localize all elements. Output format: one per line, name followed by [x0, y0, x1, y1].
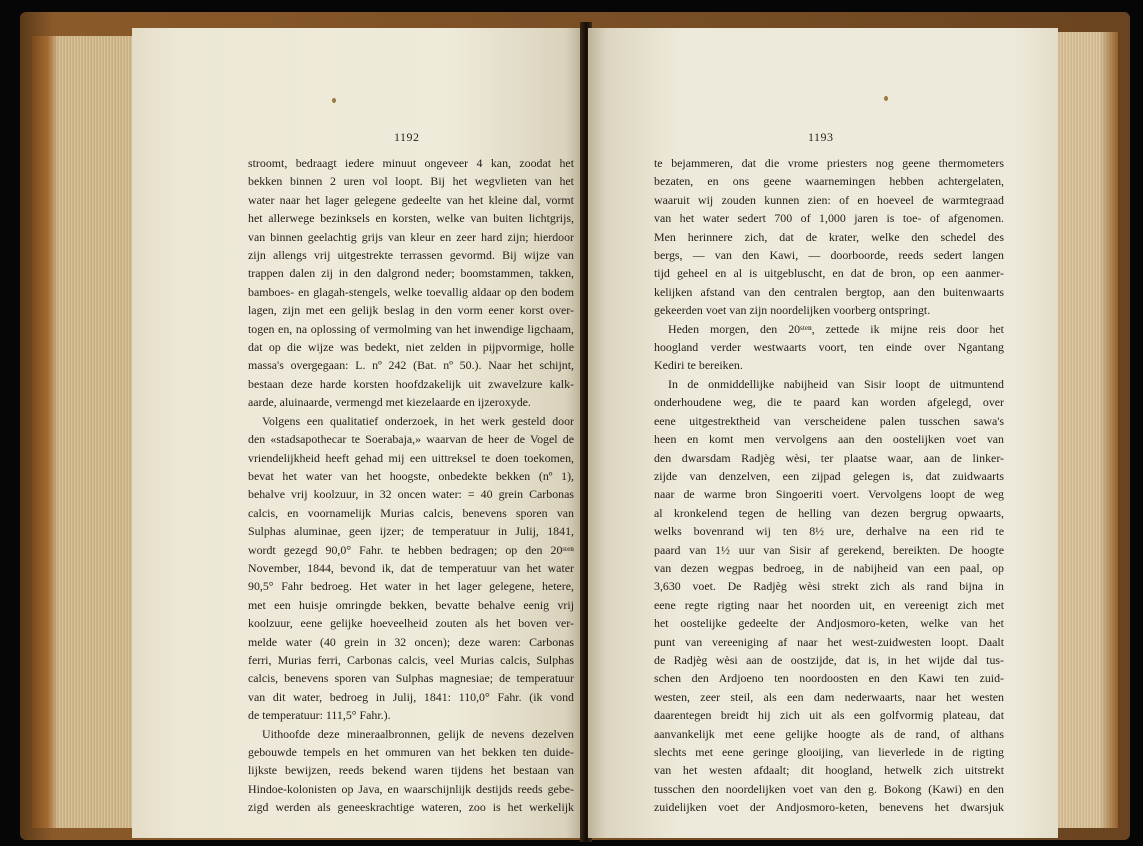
text-line: Hindoe-kolonisten op Java, en waarschijnlijk destijds reeds gebe- [248, 781, 574, 796]
text-line: schen den Ardjoeno ten noordoosten en den Kawi ten zuid- [654, 671, 1004, 686]
page-edges-left [32, 36, 144, 828]
text-line: behalve vrij koolzuur, in 32 oncen water: = 40 grein Carbonas [248, 487, 574, 502]
text-line: slechts met eene geringe glooijing, van lieverlede in de rigting [654, 745, 1004, 759]
text-line: gebouwde tempels en het ommuren van het bekken ten duide- [248, 745, 574, 759]
text-line: stroomt, bedraagt iedere minuut ongeveer 4 kan, zoodat het [248, 156, 574, 170]
text-line: te bejammeren, dat die vrome priesters nog geene thermometers [654, 156, 1004, 170]
text-line: water naar het lager gelegene gedeelte van het kleine dal, vormt [248, 192, 574, 207]
text-line: eene uitgestrektheid van verscheidene palen tusschen sawa's [654, 413, 1004, 428]
text-line: gekeerden voet van zijn noordelijken voorberg ontspringt. [654, 303, 931, 318]
text-line: hoogland verder westwaarts voort, ten einde over Ngantang [654, 340, 1004, 355]
ink-spot [332, 98, 336, 103]
text-line: trappen dalen zij in den dalgrond neder; boomstammen, takken, [248, 266, 574, 281]
text-line: tusschen den noordelijken voet van den g. Bokong (Kawi) en den [654, 781, 1004, 796]
text-line: Volgens een qualitatief onderzoek, in het werk gesteld door [262, 413, 574, 428]
text-line: calcis, benevens sporen van Sulphas magnesiae; de temperatuur [248, 671, 574, 686]
text-line: van dit water, bedroeg in Julij, 1841: 110,0° Fahr. (ik vond [248, 689, 574, 704]
text-line: waaruit wij zouden kunnen zien: of en hoeveel de warmtegraad [654, 192, 1004, 207]
text-line: de temperatuur: 111,5° Fahr.). [248, 708, 391, 723]
text-line: daarentegen breidt hij zich uit als een golfvormig plateau, dat [654, 708, 1004, 723]
text-line: vriendelijkheid heeft gehad mij een uittreksel te doen toekomen, [248, 450, 574, 465]
text-line: naar de warme bron Singoeriti voert. Vervolgens loopt de weg [654, 487, 1004, 502]
text-line: togen en, na oplossing of vermolming van het inwendige ligchaam, [248, 321, 574, 336]
text-line: Men herinnere zich, dat de krater, welke den schedel des [654, 229, 1004, 244]
text-line: van het westen afdaalt; dit hoogland, hetwelk zich uitstrekt [654, 763, 1004, 778]
text-line: punt van vereeniging af naar het west-zuidwesten loopt. Daalt [654, 634, 1004, 649]
text-line: November, 1844, bevond ik, dat de temperatuur van het water [248, 560, 574, 575]
text-line: van binnen geelachtig grijs van kleur en zeer hard zijn; hierdoor [248, 229, 574, 244]
text-line: In de onmiddellijke nabijheid van Sisir loopt de uitmuntend [668, 376, 1004, 391]
text-line: Uithoofde deze mineraalbronnen, gelijk de nevens dezelven [262, 726, 574, 741]
page-number: 1193 [808, 130, 834, 144]
rust-stain-right [1100, 32, 1118, 828]
text-line: onderhoudene weg, die te paard kan worden afgelegd, over [654, 395, 1004, 410]
text-line: Sulphas aluminae, geen ijzer; de temperatuur in Julij, 1841, [248, 524, 574, 539]
text-line: koolzuur, eene gelijke hoeveelheid zouten als het boven ver- [248, 616, 574, 631]
text-line: lijkste bewijzen, reeds bekend waren tijdens het bestaan van [248, 763, 574, 778]
text-line: bevat het water van het hoogste, onbedekte bekken (nº 1), [248, 468, 574, 483]
text-line: de Radjèg wèsi aan de oostzijde, dat is, in het wijde dal tus- [654, 652, 1004, 667]
text-line: dat op die wijze was bedekt, niet zelden in pijpvormige, holle [248, 340, 574, 355]
text-line: den dwarsdam Radjèg wèsi, ter plaatse waar, aan de linker- [654, 450, 1004, 465]
text-line: den «stadsapothecar te Soerabaja,» waarvan de heer de Vogel de [248, 432, 574, 447]
text-line: het oostelijke gedeelte der Andjosmoro-keten, welke van het [654, 616, 1004, 631]
text-line: aanvankelijk met eene gelijke hoogte als de rand, of althans [654, 726, 1004, 741]
right-page-text [654, 154, 1004, 817]
text-line: kelijken afstand van den centralen bergtop, aan den buitenwaarts [654, 284, 1004, 299]
left-page-text [248, 154, 574, 817]
text-line: bamboes- en glagah-stengels, welke toevallig aldaar op den bodem [248, 284, 574, 299]
text-line: van het water sedert 700 of 1,000 jaren is toe- of afgenomen. [654, 211, 1004, 226]
text-line: bezaten, en ons geene waarnemingen hebben achtergelaten, [654, 174, 1004, 189]
ink-spot [884, 96, 888, 101]
text-line: welks bovenrand wij ten 8½ ure, derhalve na een rid te [654, 524, 1004, 539]
text-line: eene regte rigting naar het noorden uit, en vereenigt zich met [654, 597, 1004, 612]
right-page [588, 28, 1058, 838]
text-line: 90,5° Fahr bedroeg. Het water in het lager gelegene, hetere, [248, 579, 574, 594]
text-line: al kronkelend tegen de helling van dezen bergrug opwaarts, [654, 505, 1004, 520]
text-line: melde water (40 grein in 32 oncen); deze waren: Carbonas [248, 634, 574, 649]
text-line: wordt gezegd 90,0° Fahr. te hebben bedragen; op den 20ˢᵗᵉⁿ [248, 542, 574, 557]
rust-stain-left [32, 36, 58, 828]
book-spread [20, 12, 1130, 840]
text-line: zijde van denzelven, een zijpad gelegen is, dat zuidwaarts [654, 468, 1004, 483]
text-line: zijn allengs vrij uitgestrekte terrassen gevormd. Bij wijze van [248, 248, 574, 263]
text-line: ferri, Murias ferri, Carbonas calcis, veel Murias calcis, Sulphas [248, 652, 574, 667]
text-line: met een huisje omringde bekken, bevatte behalve eenig vrij [248, 597, 574, 612]
page-edges-right [1054, 32, 1118, 828]
text-line: van dezen wegpas bedroeg, in de nabijheid van een paal, op [654, 560, 1004, 575]
text-line: paard van 1½ uur van Sisir af gerekend, bereikten. De hoogte [654, 542, 1004, 557]
text-line: calcis, en voornamelijk Murias calcis, benevens sporen van [248, 505, 574, 520]
text-line: Kediri te bereiken. [654, 358, 743, 373]
text-line: massa's overgegaan: L. nº 242 (Bat. nº 50.). Naar het schijnt, [248, 358, 574, 373]
text-line: lagen, zijn met een gelijk beslag in den vorm eener korst over- [248, 303, 574, 318]
text-line: westen, zeer steil, als een dam nederwaarts, naar het westen [654, 689, 1004, 704]
text-line: Heden morgen, den 20ˢᵗᵉⁿ, zettede ik mijne reis door het [668, 321, 1004, 336]
text-line: heen en komt men vervolgens aan den oostelijken voet van [654, 432, 1004, 447]
text-line: tijd geheel en al is uitgebluscht, en dat de bron, op een aanmer- [654, 266, 1004, 281]
text-line: zigd werden als geneeskrachtige wateren, zoo is het werkelijk [248, 800, 574, 815]
text-line: zuidelijken voet der Andjosmoro-keten, benevens het dwarsjuk [654, 800, 1004, 815]
left-page [132, 28, 584, 838]
text-line: aarde, aluinaarde, vermengd met kiezelaarde en ijzeroxyde. [248, 395, 531, 410]
text-line: bekken binnen 2 uren vol loopt. Bij het wegvlieten van het [248, 174, 574, 189]
page-number: 1192 [394, 130, 420, 144]
text-line: bestaan deze harde korsten hoofdzakelijk uit zwavelzure kalk- [248, 376, 574, 391]
text-line: het allerwege bezinksels en korsten, welke van buiten lichtgrijs, [248, 211, 574, 226]
text-line: bergs, — van den Kawi, — doorboorde, reeds sedert langen [654, 248, 1004, 263]
text-line: 3,630 voet. De Radjèg wèsi strekt zich als rand bijna in [654, 579, 1004, 594]
